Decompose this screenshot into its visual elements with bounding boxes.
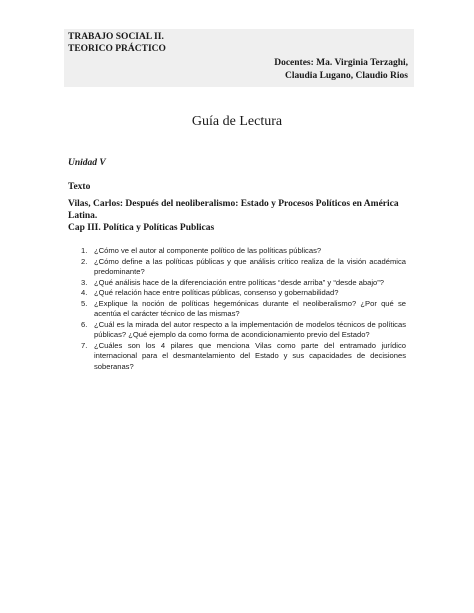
text-label: Texto <box>68 182 91 192</box>
question-number: 4. <box>81 288 88 297</box>
course-name: TRABAJO SOCIAL II. <box>68 32 164 42</box>
question-text: ¿Cuál es la mirada del autor respecto a la implementación de modelos técnicos de políticas públicas? ¿Qué ejemplo da como forma de acondicionamiento previo del Estado? <box>94 319 406 339</box>
question-text: ¿Cuáles son los 4 pilares que menciona Vilas como parte del entramado jurídico internacional para el desmantelamiento del Estado y sus capacidades de decisiones soberanas? <box>94 340 406 371</box>
question-number: 6. <box>81 319 88 329</box>
unit-label: Unidad V <box>68 158 106 168</box>
question-text: ¿Explique la noción de políticas hegemónicas durante el neoliberalismo? ¿Por qué se acentúa el carácter técnico de las mismas? <box>94 298 406 318</box>
list-item <box>68 278 406 289</box>
question-number: 1. <box>81 246 88 255</box>
question-number: 2. <box>81 256 88 266</box>
reading-reference: Vilas, Carlos: Después del neoliberalismo: Estado y Procesos Políticos en América Latina. <box>68 199 399 221</box>
question-list <box>68 246 406 372</box>
question-number: 3. <box>81 277 88 287</box>
list-item <box>68 299 406 320</box>
document-title: Guía de Lectura <box>191 114 283 129</box>
list-item <box>68 320 406 341</box>
list-item <box>68 288 406 299</box>
list-item <box>68 257 406 278</box>
teachers-line-2: Claudia Lugano, Claudio Rios <box>284 71 408 81</box>
list-item <box>68 246 406 257</box>
list-item <box>68 341 406 373</box>
question-number: 7. <box>81 340 88 350</box>
question-number: 5. <box>81 298 88 308</box>
question-text: ¿Cómo ve el autor al componente político de las políticas públicas? <box>94 246 322 255</box>
chapter-title: Cap III. Política y Políticas Publicas <box>68 223 215 233</box>
question-text: ¿Qué relación hace entre políticas públicas, consenso y gobernabilidad? <box>94 288 339 297</box>
question-text: ¿Cómo define a las políticas públicas y que análisis crítico realiza de la visión académica predominante? <box>94 256 406 276</box>
question-text: ¿Qué análisis hace de la diferenciación entre políticas “desde arriba” y “desde abajo”? <box>94 277 384 287</box>
course-subtitle: TEORICO PRÁCTICO <box>68 44 166 54</box>
teachers-line-1: Docentes: Ma. Virginia Terzaghi, <box>274 58 408 68</box>
